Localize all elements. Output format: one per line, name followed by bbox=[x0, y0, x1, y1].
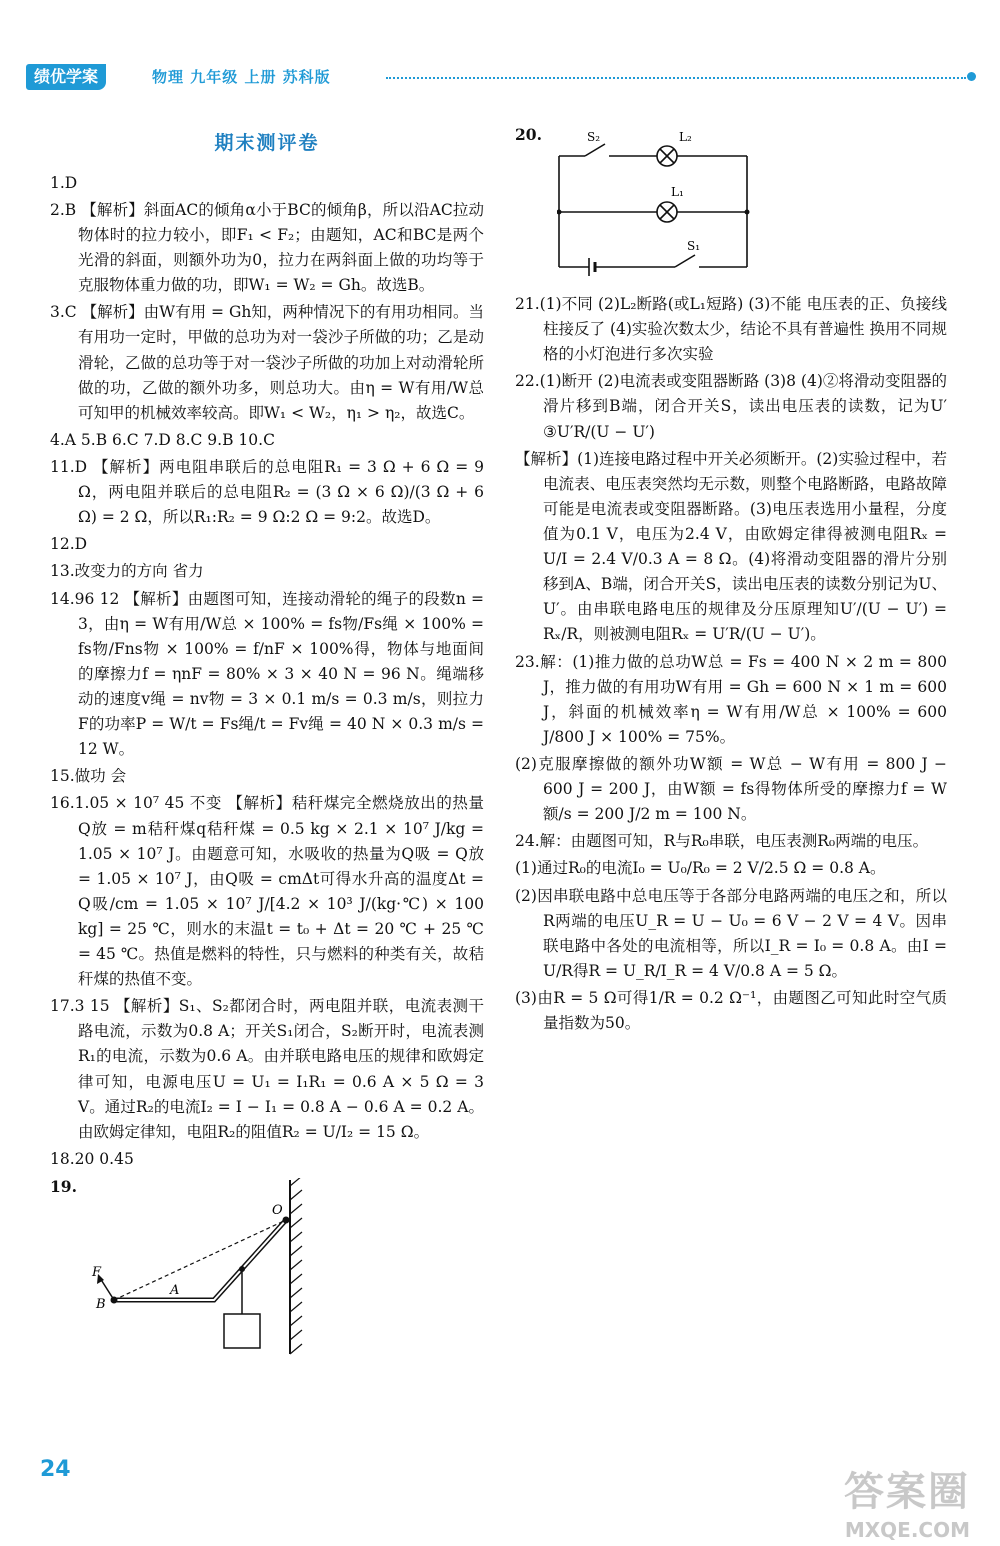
switch-s2-label: S₂ bbox=[587, 132, 601, 144]
question-19 bbox=[50, 1174, 484, 1313]
page-title: 期末测评卷 bbox=[214, 132, 320, 154]
answer-item: 15.做功 会 bbox=[50, 767, 127, 786]
answer-item: 14.96 12 【解析】由题图可知，连接动滑轮的绳子的段数n = 3，由η = W有用/W总 × 100% = fs物/Fs绳 × 100% = fs物/Fns物 × 100% = f/nF × 100%得，物体与地面间的摩擦力f = ηnF = 80% × 3 × 40 N = 96 N。绳端移动的速度v绳 = nv物 = 3 × 0.1 m/s = 0.3 m/s，则拉力F的功率P = W/t = Fs绳/t = Fv绳 = 40 N × 0.3 m/s = 12 W。 bbox=[50, 589, 484, 759]
point-o-label: O bbox=[272, 1203, 283, 1219]
answer-item: 24.解：由题图可知，R与R₀串联，电压表测R₀两端的电压。 bbox=[515, 832, 929, 851]
lamp-l2-label: L₂ bbox=[679, 132, 692, 144]
circuit-diagram bbox=[557, 132, 757, 282]
brand-badge: 绩优学案 bbox=[26, 64, 106, 90]
point-b-label: B bbox=[96, 1297, 106, 1313]
watermark-url: MXQE.COM bbox=[844, 1518, 970, 1542]
watermark-text: 答案圈 bbox=[844, 1469, 970, 1515]
answer-item: 18.20 0.45 bbox=[50, 1149, 134, 1168]
header-divider bbox=[386, 77, 966, 79]
answer-item: 12.D bbox=[50, 535, 88, 554]
right-answer-list bbox=[515, 292, 947, 1036]
page-header bbox=[26, 64, 976, 94]
switch-s1-label: S₁ bbox=[687, 239, 701, 253]
watermark bbox=[780, 1470, 970, 1546]
answer-item: 1.D bbox=[50, 173, 78, 192]
book-meta: 物理 九年级 上册 苏科版 bbox=[152, 68, 331, 86]
force-f-label: F bbox=[92, 1265, 102, 1281]
answer-item: (1)通过R₀的电流I₀ = U₀/R₀ = 2 V/2.5 Ω = 0.8 A。 bbox=[515, 859, 886, 878]
left-column bbox=[50, 122, 484, 1313]
page-number: 24 bbox=[40, 1457, 71, 1482]
answer-item: 【解析】(1)连接电路过程中开关必须断开。(2)实验过程中，若电流表、电压表突然均无示数，则整个电路断路，电路故障可能是电流表或变阻器断路。(3)电压表选用小量程，分度值为0.1 V，电压为2.4 V，由欧姆定律得被测电阻Rₓ = U/I = 2.4 V/0.3 A = 8 Ω。(4)将滑动变阻器的滑片分别移到A、B端，闭合开关S，读出电压表的读数分别记为U、U′。由串联电路电压的规律及分压原理知U′/(U − U′) = Rₓ/R，则被测电阻Rₓ = U′R/(U − U′)。 bbox=[515, 449, 947, 644]
q19-label: 19. bbox=[50, 1177, 77, 1197]
answer-item: 23.解：(1)推力做的总功W总 = Fs = 400 N × 2 m = 800 J，推力做的有用功W有用 = Gh = 600 N × 1 m = 600 J，斜面的机械效率η = W有用/W总 × 100% = 600 J/800 J × 100% = 75%。 bbox=[515, 652, 947, 746]
answer-item: (2)因串联电路中总电压等于各部分电路两端的电压之和，所以R两端的电压U_R = U − U₀ = 6 V − 2 V = 4 V。因串联电路中各处的电流相等，所以I_R = I₀ = 0.8 A。由I = U/R得R = U_R/I_R = 4 V/0.8 A = 5 Ω。 bbox=[515, 886, 947, 980]
lamp-l1-label: L₁ bbox=[671, 185, 684, 199]
answer-item: 3.C 【解析】由W有用 = Gh知，两种情况下的有用功相同。当有用功一定时，甲做的总功为对一袋沙子所做的功；乙是动滑轮，乙做的总功等于对一袋沙子所做的功加上对动滑轮所做的功，乙做的额外功多，则总功大。由η = W有用/W总可知甲的机械效率较高。即W₁ < W₂，η₁ > η₂，故选C。 bbox=[50, 303, 484, 422]
lever-diagram bbox=[90, 1178, 320, 1358]
answer-item: (3)由R = 5 Ω可得1/R = 0.2 Ω⁻¹，由题图乙可知此时空气质量指数为50。 bbox=[515, 988, 947, 1033]
question-20 bbox=[515, 122, 947, 292]
header-dot bbox=[967, 72, 976, 81]
answer-item: 13.改变力的方向 省力 bbox=[50, 562, 204, 581]
point-a-label: A bbox=[170, 1283, 180, 1299]
answer-item: 2.B 【解析】斜面AC的倾角α小于BC的倾角β，所以沿AC拉动物体时的拉力较小，即F₁ < F₂；由题知，AC和BC是两个光滑的斜面，则额外功为0，拉力在两斜面上做的功均等于克服物体重力做的功，即W₁ = W₂ = Gh。故选B。 bbox=[50, 200, 484, 295]
answer-item: 21.(1)不同 (2)L₂断路(或L₁短路) (3)不能 电压表的正、负接线柱接反了 (4)实验次数太少，结论不具有普遍性 换用不同规格的小灯泡进行多次实验 bbox=[515, 295, 947, 364]
left-answer-list bbox=[50, 171, 484, 1172]
right-column bbox=[515, 122, 947, 1038]
answer-item: (2)克服摩擦做的额外功W额 = W总 − W有用 = 800 J − 600 J = 200 J，由W额 = fs得物体所受的摩擦力f = W额/s = 200 J/2 m = 100 N。 bbox=[515, 754, 947, 824]
answer-item: 16.1.05 × 10⁷ 45 不变 【解析】秸秆煤完全燃烧放出的热量Q放 = m秸秆煤q秸秆煤 = 0.5 kg × 2.1 × 10⁷ J/kg = 1.05 × 10⁷ J。由题意可知，水吸收的热量为Q吸 = Q放 = 1.05 × 10⁷ J，由Q吸 = cmΔt可得水升高的温度Δt = Q吸/cm = 1.05 × 10⁷ J/[4.2 × 10³ J/(kg·℃) × 100 kg] = 25 ℃，则水的末温t = t₀ + Δt = 20 ℃ + 25 ℃ = 45 ℃。热值是燃料的特性，只与燃料的种类有关，故秸秆煤的热值不变。 bbox=[50, 794, 484, 989]
answer-item: 11.D 【解析】两电阻串联后的总电阻R₁ = 3 Ω + 6 Ω = 9 Ω，两电阻并联后的总电阻R₂ = (3 Ω × 6 Ω)/(3 Ω + 6 Ω) = 2 Ω，所以R₁:R₂ = 9 Ω:2 Ω = 9:2。故选D。 bbox=[50, 457, 484, 527]
q20-label: 20. bbox=[515, 125, 542, 144]
answer-item: 22.(1)断开 (2)电流表或变阻器断路 (3)8 (4)②将滑动变阻器的滑片移到B端，闭合开关S，读出电压表的读数，记为U′ ③U′R/(U − U′) bbox=[515, 372, 947, 441]
answer-item: 4.A 5.B 6.C 7.D 8.C 9.B 10.C bbox=[50, 430, 275, 449]
answer-item: 17.3 15 【解析】S₁、S₂都闭合时，两电阻并联，电流表测干路电流，示数为0.8 A；开关S₁闭合，S₂断开时，电流表测R₁的电流，示数为0.6 A。由并联电路电压的规律和欧姆定律可知，电源电压U = U₁ = I₁R₁ = 0.6 A × 5 Ω = 3 V。通过R₂的电流I₂ = I − I₁ = 0.8 A − 0.6 A = 0.2 A。由欧姆定律知，电阻R₂的阻值R₂ = U/I₂ = 15 Ω。 bbox=[50, 997, 484, 1141]
